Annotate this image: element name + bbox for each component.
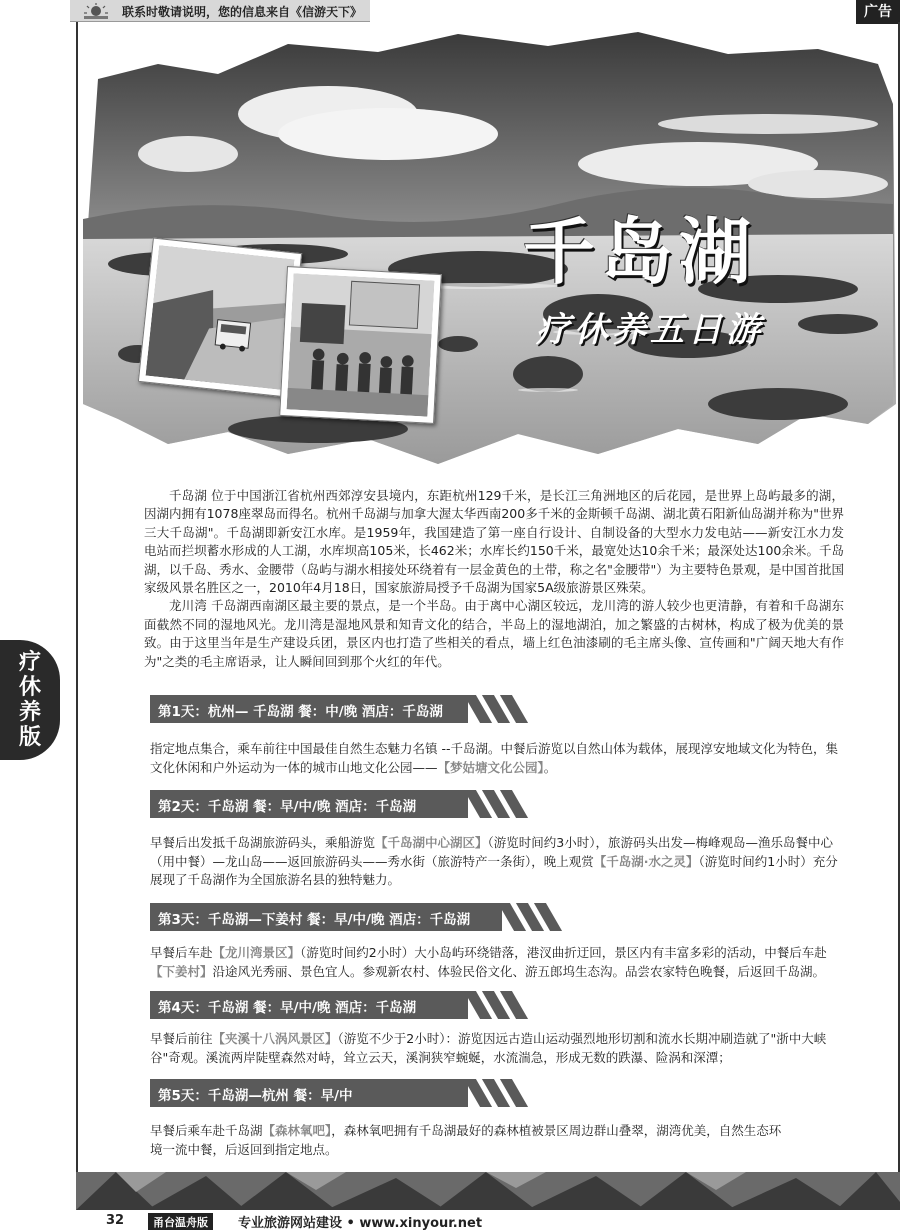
description-text: 早餐后乘车赴千岛湖 [150, 1123, 263, 1138]
side-tab-char: 养 [18, 700, 41, 725]
description-text: （游览时间约1小时）充分展现了千岛湖作为全国旅游名县的独特魅力。 [150, 853, 838, 888]
footer-slogan: 专业旅游网站建设 • www.xinyour.net [238, 1216, 483, 1230]
side-tab-char: 版 [18, 725, 41, 750]
day-description [150, 834, 840, 890]
top-bar [0, 0, 900, 24]
intro-paragraph: 千岛湖 位于中国浙江省杭州西郊淳安县境内，东距杭州129千米，是长江三角洲地区的后花园，是世界上岛屿最多的湖，因湖内拥有1078座翠岛而得名。杭州千岛湖与加拿大渥太华西南200多千米的金斯顿千岛湖、湖北黄石阳新仙岛湖并称为"世界三大千岛湖"。千岛湖即新安江水库。是1959年，我国建造了第一座自行设计、自制设备的大型水力发电站——新安江水力发电站而拦坝蓄水形成的人工湖，水库坝高105米，长462米；水库长约150千米，最宽处达10余千米；最深处达100余米。千岛湖，以千岛、秀水、金腰带（岛屿与湖水相接处环绕着有一层金黄色的土带，称之名"金腰带"）为主要特色景观，是中国首批国家级风景名胜区之一，2010年4月18日，国家旅游局授予千岛湖为国家5A级旅游景区殊荣。 [144, 488, 844, 596]
description-text: （游览时间约3小时），旅游码头出发—梅峰观岛—渔乐岛餐中心（用中餐）—龙山岛——返回旅游码头——秀水街（旅游特产一条街），晚上观赏 [150, 835, 833, 869]
day-header [150, 1079, 580, 1107]
edition-tag: 甬台温舟版 [148, 1213, 213, 1230]
description-text: 早餐后前往 [150, 1031, 213, 1046]
sun-logo-icon [78, 2, 114, 20]
day-description [150, 944, 840, 981]
day-description [150, 1030, 840, 1067]
day-header-label: 第5天：千岛湖—杭州 餐：早/中 [158, 1088, 353, 1104]
intro-paragraph: 龙川湾 千岛湖西南湖区最主要的景点，是一个半岛。由于离中心湖区较远，龙川湾的游人较少也更清静，有着和千岛湖东面截然不同的湿地风光。龙川湾是湿地风景和知青文化的结合，半岛上的湿地湖泊，加之繁盛的古树林，构成了极为优美的景致。由于这里当年是生产建设兵团，景区内也打造了些相关的看点，墙上红色油漆刷的毛主席头像、宣传画和"广阔天地大有作为"之类的毛主席语录，让人瞬间回到那个火红的年代。 [144, 598, 844, 669]
day-header-label: 第3天：千岛湖—下姜村 餐：早/中/晚 酒店：千岛湖 [158, 912, 471, 928]
photo-bus-road [138, 238, 302, 398]
description-text: 指定地点集合，乘车前往中国最佳自然生态魅力名镇 --千岛湖。中餐后游览以自然山体为载体，展现淳安地域文化为特色，集文化休闲和户外运动为一体的城市山地文化公园—— [150, 741, 838, 775]
day-header-label: 第4天：千岛湖 餐：早/中/晚 酒店：千岛湖 [158, 1000, 417, 1016]
page-number: 32 [106, 1213, 125, 1228]
description-text: 沿途风光秀丽、景色宜人。参观新农村、体验民俗文化、游五郎坞生态沟。品尝农家特色晚餐，后返回千岛湖。 [212, 963, 826, 979]
day-header [150, 790, 580, 818]
side-tab-char: 休 [18, 675, 41, 700]
day-header-label: 第1天：杭州— 千岛湖 餐：中/晚 酒店：千岛湖 [158, 704, 443, 720]
day-header [150, 991, 580, 1019]
page-footer [0, 1212, 900, 1230]
description-text: ，森林氧吧拥有千岛湖最好的森林植被景区周边群山叠翠，湖湾优美，自然生态环境一流中餐，后返回到指定地点。 [150, 1123, 782, 1157]
highlighted-attraction: 【夹溪十八涡风景区】 [212, 1031, 338, 1046]
day-description [150, 740, 840, 777]
notice-text: 联系时敬请说明，您的信息来自《信游天下》 [122, 5, 363, 19]
side-tab-char: 疗 [18, 650, 41, 675]
day-header [150, 695, 580, 723]
highlighted-attraction: 【千岛湖中心湖区】 [375, 835, 488, 850]
highlighted-attraction: 【千岛湖·水之灵】 [593, 853, 699, 869]
highlighted-attraction: 【森林氧吧】 [262, 1123, 332, 1138]
description-text: （游览不少于2小时）：游览因远古造山运动强烈地形切割和流水长期冲刷造就了"浙中大峡谷"奇观。溪流两岸陡壁森然对峙，耸立云天，溪涧狭窄蜿蜒，水流湍急，形成无数的跌瀑、险涡和深潭； [150, 1031, 827, 1065]
highlighted-attraction: 【龙川湾景区】 [212, 945, 301, 960]
ad-badge: 广告 [856, 0, 900, 24]
description-text: 早餐后出发抵千岛湖旅游码头，乘船游览 [150, 835, 376, 850]
day-description [150, 1122, 790, 1159]
highlighted-attraction: 【梦姑塘文化公园】 [437, 759, 544, 775]
photo-group-banner [279, 266, 442, 424]
day-header-label: 第2天：千岛湖 餐：早/中/晚 酒店：千岛湖 [158, 799, 417, 815]
hero-subtitle: 疗休养五日游 [536, 310, 764, 350]
description-text: 早餐后车赴 [150, 945, 213, 960]
day-header [150, 903, 580, 931]
hero-title: 千岛湖 [523, 209, 758, 294]
description-text: （游览时间约2小时）大小岛屿环绕错落，港汊曲折迂回，景区内有丰富多彩的活动，中餐后车赴 [300, 945, 827, 960]
section-side-tab [0, 640, 60, 760]
decorative-triangle-band [76, 1172, 900, 1210]
description-text: 。 [543, 759, 557, 775]
intro-text [144, 487, 844, 671]
highlighted-attraction: 【下姜村】 [150, 963, 213, 979]
